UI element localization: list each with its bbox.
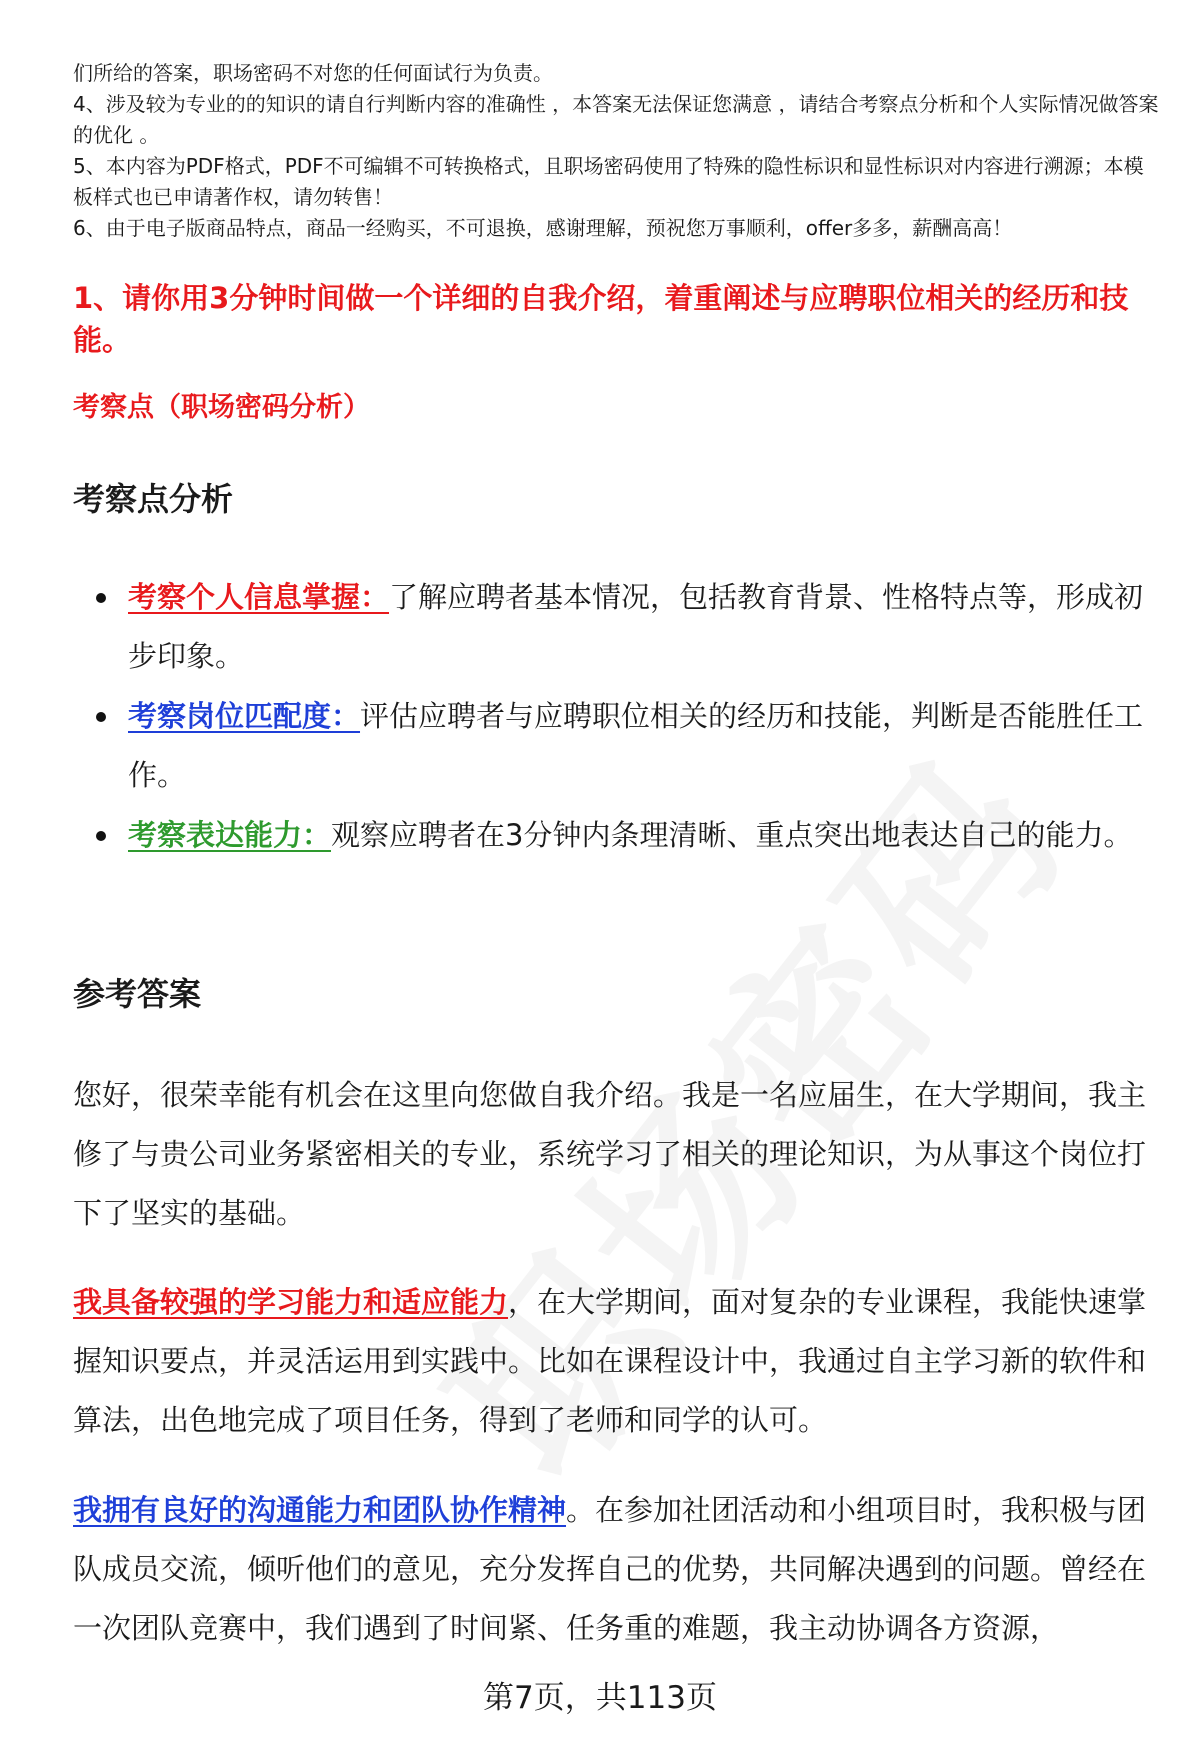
page-number: 第7页，共113页 — [483, 1680, 717, 1716]
note-line: 6、由于电子版商品特点，商品一经购买，不可退换，感谢理解，预祝您万事顺利，offer多多，薪酬高高！ — [73, 216, 1013, 240]
analysis-item-text: 评估应聘者与应聘职位相关的经历和技能，判断是否能胜任工作。 — [128, 699, 1144, 792]
analysis-item-label: 考察岗位匹配度： — [128, 699, 361, 733]
answer-paragraph-text: ，在大学期间，面对复杂的专业课程，我能快速掌握知识要点，并灵活运用到实践中。比如在课程设计中，我通过自主学习新的软件和算法，出色地完成了项目任务，得到了老师和同学的认可。 — [73, 1285, 1147, 1437]
analysis-item — [73, 568, 1163, 686]
bullet-icon — [96, 593, 106, 603]
note-line: 5、本内容为PDF格式，PDF不可编辑不可转换格式，且职场密码使用了特殊的隐性标识和显性标识对内容进行溯源；本模板样式也已申请著作权，请勿转售！ — [73, 154, 1144, 209]
analysis-item — [73, 687, 1163, 805]
disclaimer-notes — [73, 58, 1163, 244]
answer-paragraph: 您好，很荣幸能有机会在这里向您做自我介绍。我是一名应届生，在大学期间，我主修了与贵公司业务紧密相关的专业，系统学习了相关的理论知识，为从事这个岗位打下了坚实的基础。 — [73, 1078, 1147, 1230]
bullet-icon — [96, 712, 106, 722]
answer-heading: 参考答案 — [73, 975, 202, 1013]
answer-highlight: 我具备较强的学习能力和适应能力 — [73, 1285, 509, 1319]
analysis-list — [73, 568, 1163, 866]
note-line: 4、涉及较为专业的的知识的请自行判断内容的准确性 ，本答案无法保证您满意 ，请结合考察点分析和个人实际情况做答案的优化 。 — [73, 92, 1159, 147]
answer-paragraph — [73, 1481, 1163, 1658]
bullet-icon — [96, 831, 106, 841]
analysis-heading: 考察点分析 — [73, 480, 234, 518]
analysis-item-label: 考察表达能力： — [128, 818, 332, 852]
analysis-item-text: 了解应聘者基本情况，包括教育背景、性格特点等，形成初步印象。 — [128, 580, 1144, 673]
analysis-item-text: 观察应聘者在3分钟内条理清晰、重点突出地表达自己的能力。 — [331, 818, 1133, 852]
question-title: 1、请你用3分钟时间做一个详细的自我介绍，着重阐述与应聘职位相关的经历和技能。 — [73, 281, 1129, 357]
answer-paragraph — [73, 1273, 1163, 1450]
assessment-point-label: 考察点（职场密码分析） — [73, 392, 370, 423]
answer-highlight: 我拥有良好的沟通能力和团队协作精神 — [73, 1493, 567, 1527]
answer-paragraph-text: 。在参加社团活动和小组项目时，我积极与团队成员交流，倾听他们的意见，充分发挥自己的优势，共同解决遇到的问题。曾经在一次团队竞赛中，我们遇到了时间紧、任务重的难题，我主动协调各方资源， — [73, 1493, 1147, 1645]
note-line: 们所给的答案，职场密码不对您的任何面试行为负责。 — [73, 61, 553, 85]
analysis-item-label: 考察个人信息掌握： — [128, 580, 390, 614]
analysis-item — [73, 806, 1163, 865]
